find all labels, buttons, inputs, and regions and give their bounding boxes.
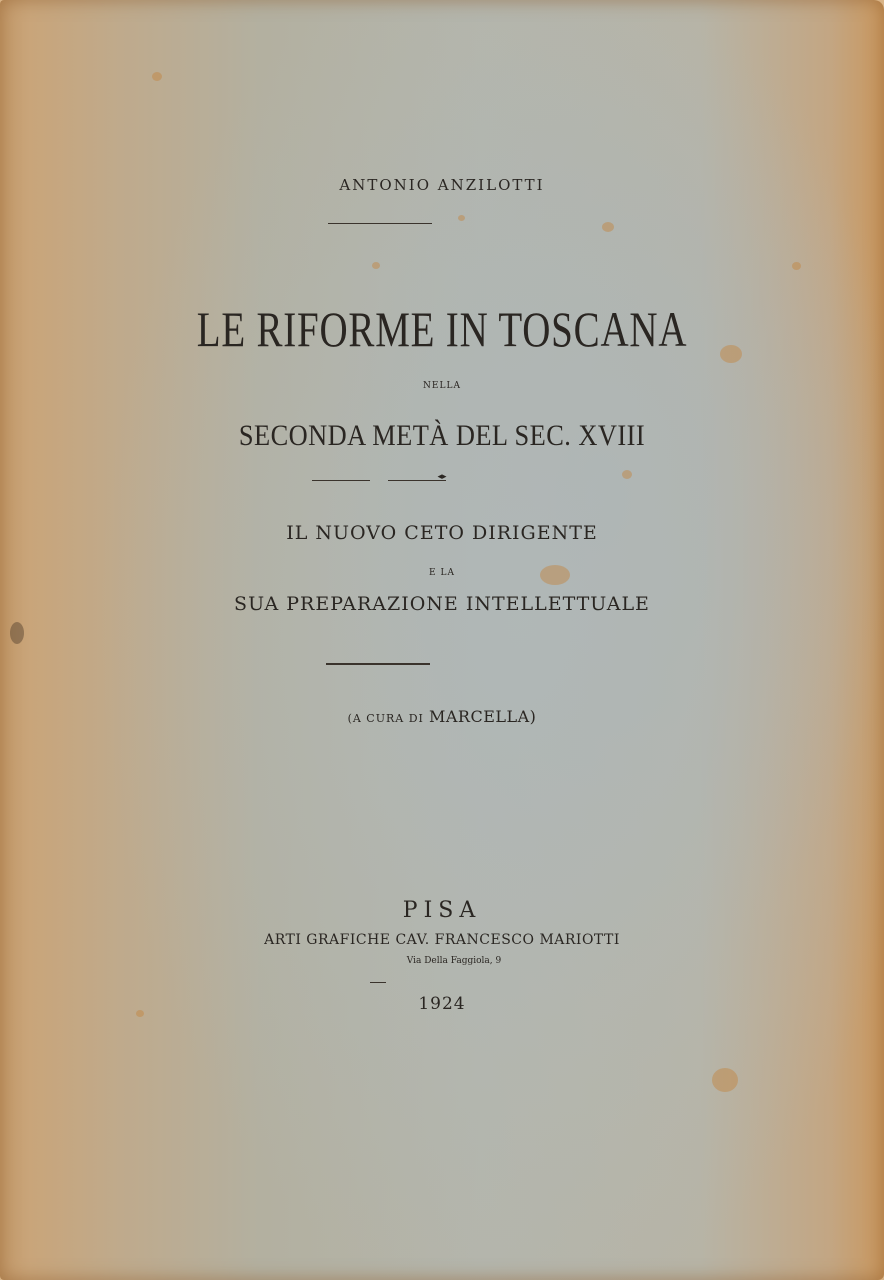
publisher-name: ARTI GRAFICHE CAV. FRANCESCO MARIOTTI: [264, 932, 620, 948]
foxing-stain: [712, 1068, 738, 1092]
editor-credit: [0, 707, 884, 726]
section-line-1: IL NUOVO CETO DIRIGENTE: [286, 522, 598, 544]
ornament-icon: ◂▸: [437, 472, 447, 482]
foxing-stain: [152, 72, 162, 81]
foxing-stain: [458, 215, 465, 221]
publication-year: 1924: [418, 994, 466, 1014]
book-subtitle: SECONDA METÀ DEL SEC. XVIII: [238, 419, 646, 452]
author-rule: [328, 223, 432, 224]
foxing-stain: [372, 262, 380, 269]
editor-prefix: (A CURA DI: [347, 712, 424, 725]
book-title: LE RIFORME IN TOSCANA: [196, 301, 688, 357]
foxing-stain: [792, 262, 801, 270]
section-connector: E LA: [429, 568, 455, 578]
section-line-2: SUA PREPARAZIONE INTELLETTUALE: [234, 593, 650, 615]
ornament-rule-right: [388, 480, 446, 481]
foxing-stain: [10, 622, 24, 644]
publication-city: PISA: [402, 898, 482, 923]
publisher-address: Via Della Faggiola, 9: [406, 956, 502, 966]
editor-name: MARCELLA): [428, 707, 537, 726]
foxing-stain: [602, 222, 614, 232]
section-rule: [326, 663, 430, 665]
year-rule: [370, 982, 386, 983]
title-connector: NELLA: [423, 381, 461, 391]
author-name: ANTONIO ANZILOTTI: [339, 176, 545, 194]
